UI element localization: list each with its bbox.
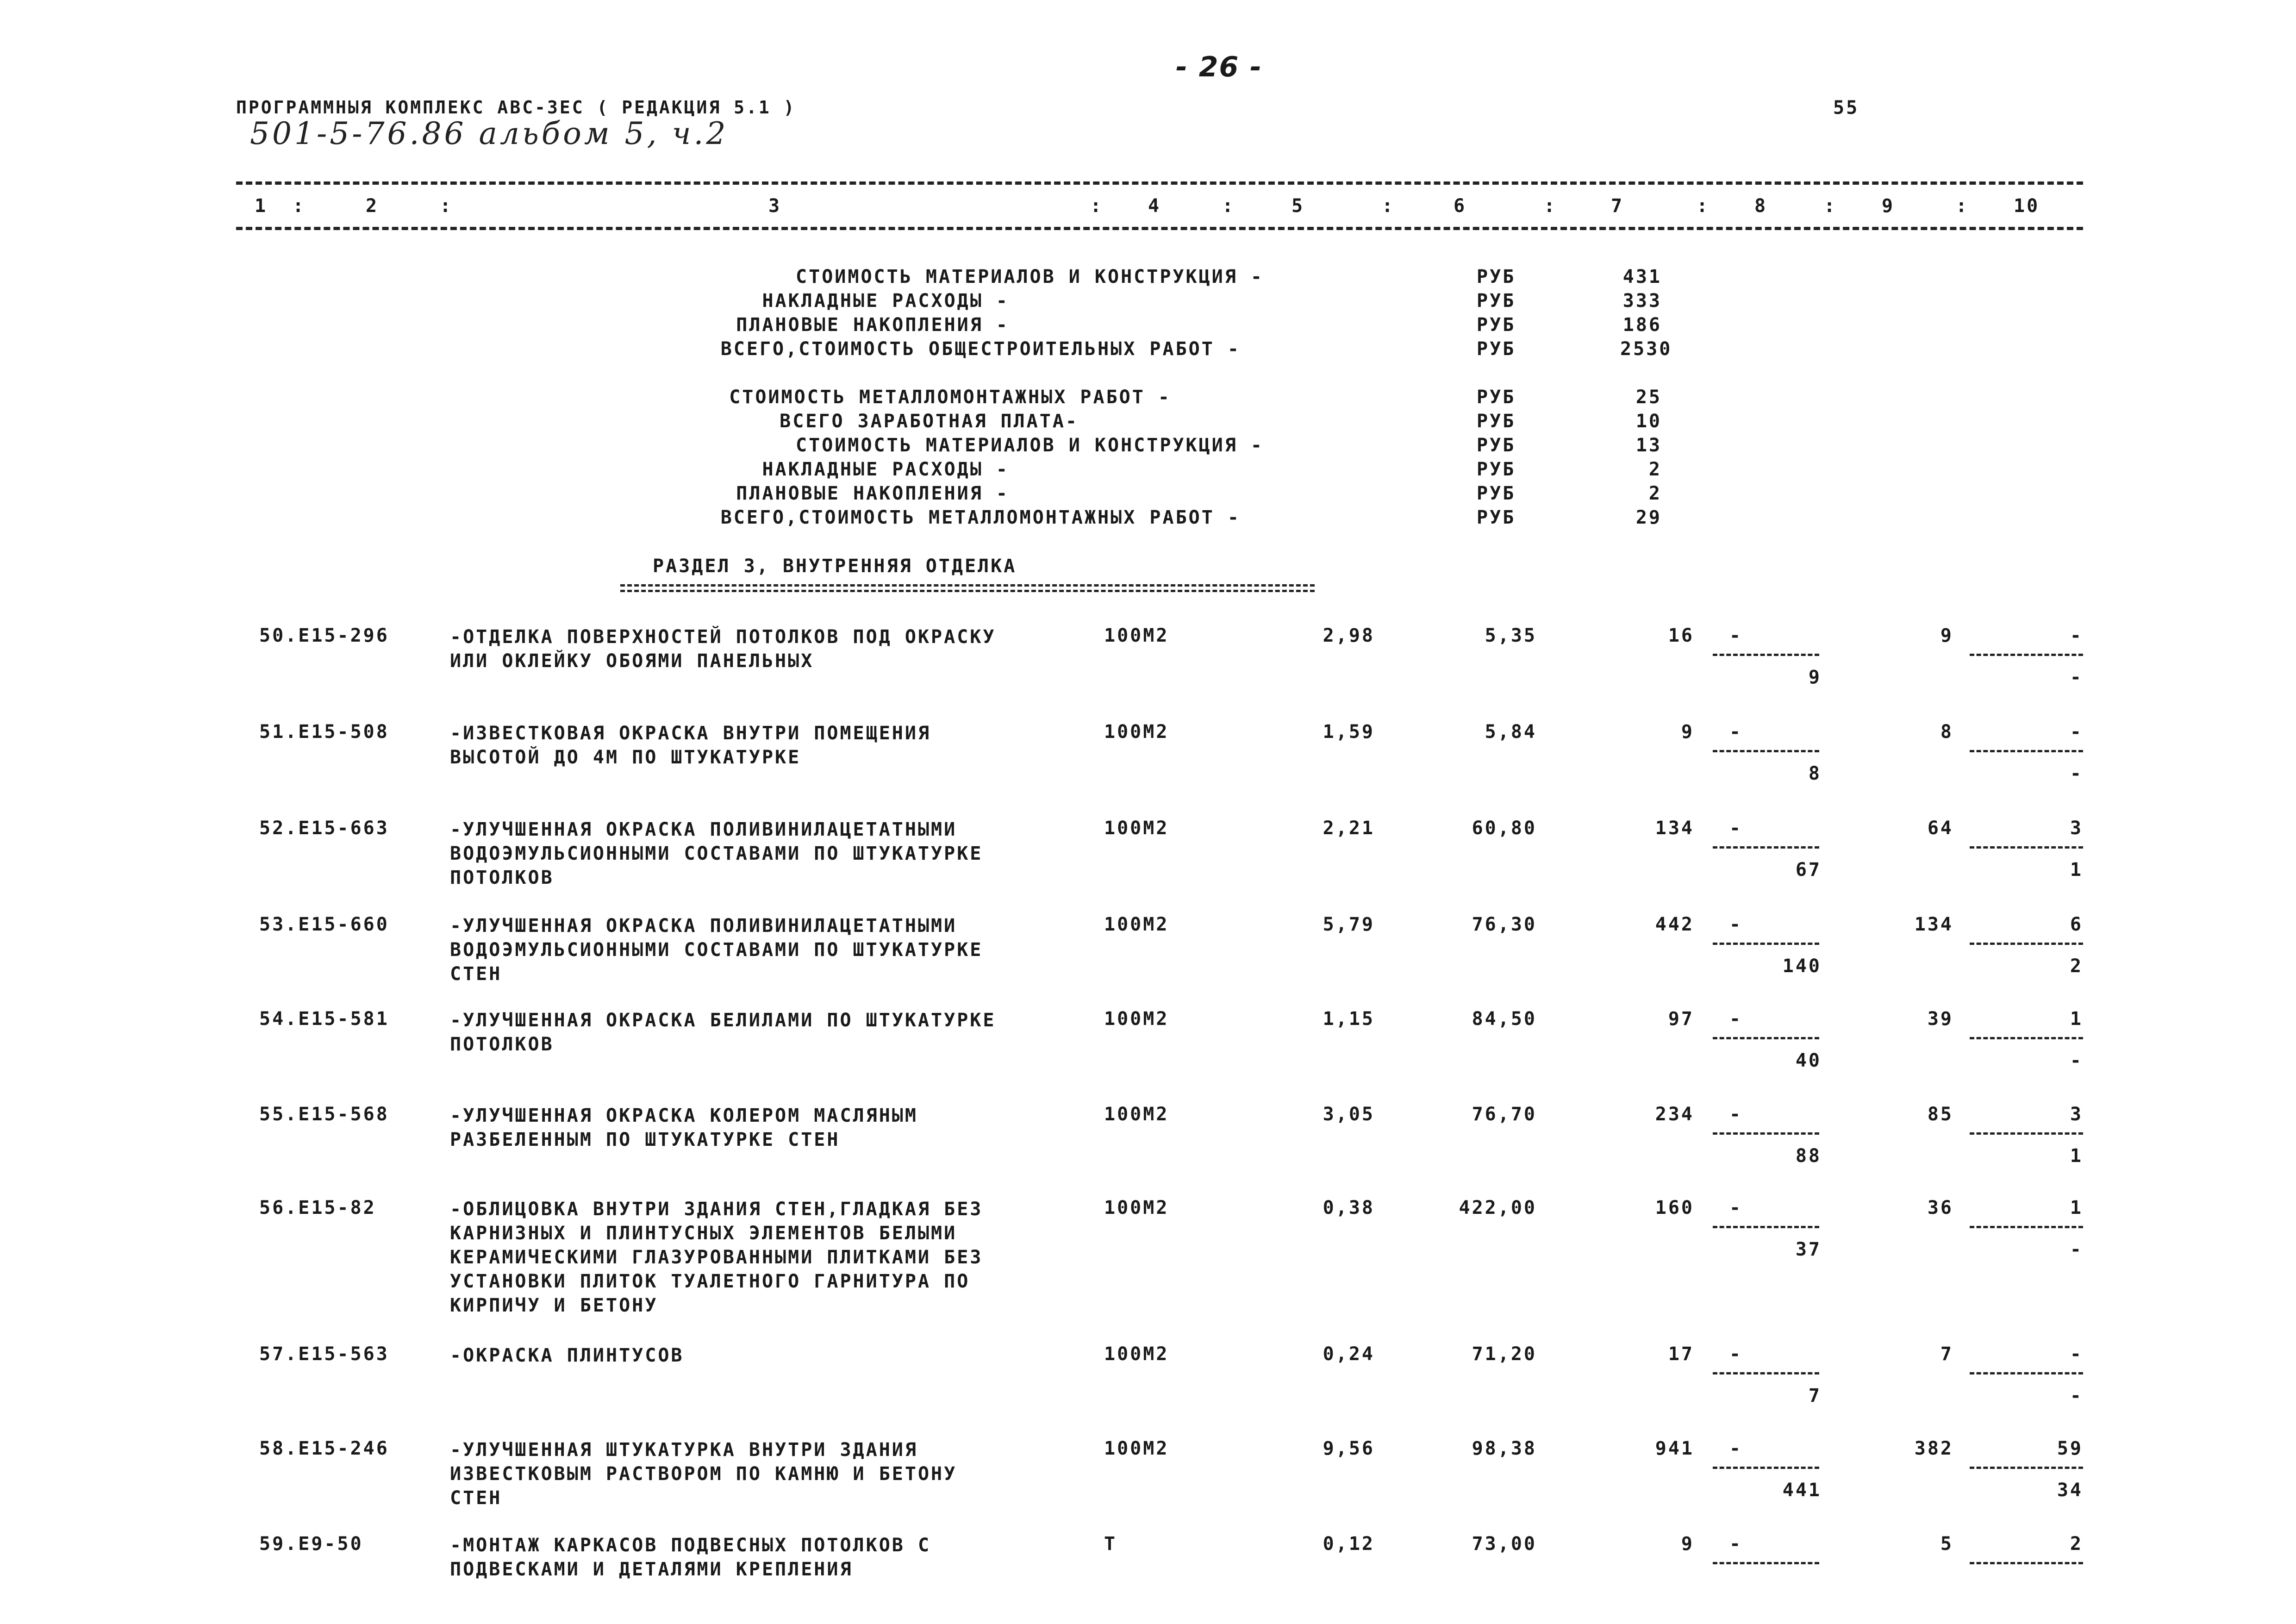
col-separator: : <box>1697 195 1710 217</box>
row-col10-bottom: 1 <box>2070 1145 2083 1167</box>
row-unit-price: 5,35 <box>1485 625 1537 646</box>
row-col10-top: - <box>2070 625 2083 646</box>
row-total-cost: 17 <box>1668 1343 1694 1365</box>
row-code: 58.Е15-246 <box>259 1438 389 1459</box>
row-description-line: -ОКРАСКА ПЛИНТУСОВ <box>450 1345 684 1366</box>
row-col9: 85 <box>1927 1104 1953 1125</box>
summary-label: СТОИМОСТЬ МАТЕРИАЛОВ И КОНСТРУКЦИЯ - <box>796 435 1264 456</box>
summary-label: ВСЕГО ЗАРАБОТНАЯ ПЛАТА- <box>780 411 1079 432</box>
row-col10-rule <box>1970 1372 2083 1374</box>
section-title: РАЗДЕЛ 3, ВНУТРЕННЯЯ ОТДЕЛКА <box>653 556 1017 577</box>
row-total-cost: 134 <box>1655 818 1694 839</box>
summary-value: 186 <box>1622 314 1662 336</box>
row-unit: Т <box>1104 1533 1117 1555</box>
row-col10-bottom: - <box>2070 1385 2083 1406</box>
row-col9: 64 <box>1927 818 1953 839</box>
summary-label: СТОИМОСТЬ МАТЕРИАЛОВ И КОНСТРУКЦИЯ - <box>796 266 1264 287</box>
row-quantity: 0,12 <box>1323 1533 1375 1555</box>
row-description-line: ВЫСОТОЙ ДО 4М ПО ШТУКАТУРКЕ <box>450 747 801 768</box>
row-quantity: 3,05 <box>1323 1104 1375 1125</box>
summary-label: ПЛАНОВЫЕ НАКОПЛЕНИЯ - <box>736 483 1009 504</box>
row-description-line: ИЛИ ОКЛЕЙКУ ОБОЯМИ ПАНЕЛЬНЫХ <box>450 650 814 672</box>
row-col8-bottom: 37 <box>1795 1239 1822 1260</box>
row-col8-rule <box>1713 654 1819 656</box>
row-col10-top: 6 <box>2070 914 2083 935</box>
row-col8-top: - <box>1729 1197 1743 1218</box>
row-description-line: КИРПИЧУ И БЕТОНУ <box>450 1295 658 1316</box>
row-unit-price: 422,00 <box>1459 1197 1537 1218</box>
row-description-line: -МОНТАЖ КАРКАСОВ ПОДВЕСНЫХ ПОТОЛКОВ С <box>450 1535 931 1556</box>
row-total-cost: 234 <box>1655 1104 1694 1125</box>
row-col10-rule <box>1970 1562 2083 1564</box>
row-col10-top: 59 <box>2057 1438 2083 1459</box>
summary-value: 10 <box>1635 411 1662 432</box>
row-col10-rule <box>1970 1132 2083 1135</box>
summary-unit: РУБ <box>1477 411 1516 432</box>
summary-label: ВСЕГО,СТОИМОСТЬ МЕТАЛЛОМОНТАЖНЫХ РАБОТ - <box>720 507 1241 528</box>
col-separator: : <box>1956 195 1969 217</box>
row-col10-top: 1 <box>2070 1197 2083 1218</box>
row-col8-rule <box>1713 1467 1819 1469</box>
row-col9: 9 <box>1940 625 1953 646</box>
row-description-line: -ОТДЕЛКА ПОВЕРХНОСТЕЙ ПОТОЛКОВ ПОД ОКРАСКУ <box>450 626 996 648</box>
row-unit-price: 71,20 <box>1472 1343 1537 1365</box>
program-header: ПРОГРАММНЫЯ КОМПЛЕКС АВС-ЗЕС ( РЕДАКЦИЯ 5.1 ) <box>236 97 796 118</box>
col-header-6: 6 <box>1454 195 1467 217</box>
row-description <box>450 1438 957 1510</box>
row-col10-bottom: 1 <box>2070 859 2083 881</box>
row-unit: 100М2 <box>1104 1343 1169 1365</box>
row-col10-rule <box>1970 750 2083 752</box>
row-col8-top: - <box>1729 1438 1743 1459</box>
row-description-line: ПОТОЛКОВ <box>450 867 554 888</box>
row-code: 56.Е15-82 <box>259 1197 376 1218</box>
summary-value: 431 <box>1622 266 1662 287</box>
col-header-3: 3 <box>768 195 782 217</box>
col-separator: : <box>1544 195 1557 217</box>
row-total-cost: 16 <box>1668 625 1694 646</box>
row-unit-price: 98,38 <box>1472 1438 1537 1459</box>
handwritten-album-note: 501-5-76.86 альбом 5, ч.2 <box>250 116 729 151</box>
table-row <box>0 1104 2296 1196</box>
row-description <box>450 1197 983 1318</box>
table-row <box>0 1438 2296 1530</box>
row-col10-top: 2 <box>2070 1533 2083 1555</box>
col-separator: : <box>1222 195 1235 217</box>
row-description <box>450 1533 931 1581</box>
row-code: 55.Е15-568 <box>259 1104 389 1125</box>
row-col10-top: 3 <box>2070 1104 2083 1125</box>
row-col10-top: 1 <box>2070 1008 2083 1030</box>
table-row <box>0 721 2296 814</box>
row-col8-bottom: 140 <box>1782 956 1822 977</box>
row-total-cost: 941 <box>1655 1438 1694 1459</box>
row-col10-top: 3 <box>2070 818 2083 839</box>
table-row <box>0 625 2296 718</box>
sheet-number: 55 <box>1833 97 1859 119</box>
row-unit-price: 60,80 <box>1472 818 1537 839</box>
summary-unit: РУБ <box>1477 459 1516 480</box>
row-unit: 100М2 <box>1104 1197 1169 1218</box>
row-unit: 100М2 <box>1104 1438 1169 1459</box>
row-code: 50.Е15-296 <box>259 625 389 646</box>
row-description <box>450 1343 684 1368</box>
row-code: 51.Е15-508 <box>259 721 389 743</box>
row-col8-rule <box>1713 1226 1819 1228</box>
row-quantity: 0,38 <box>1323 1197 1375 1218</box>
row-quantity: 1,59 <box>1323 721 1375 743</box>
row-col9: 7 <box>1940 1343 1953 1365</box>
row-col10-rule <box>1970 654 2083 656</box>
row-col8-top: - <box>1729 1533 1743 1555</box>
row-code: 52.Е15-663 <box>259 818 389 839</box>
row-col8-top: - <box>1729 625 1743 646</box>
summary-unit: РУБ <box>1477 338 1516 360</box>
summary-label: НАКЛАДНЫЕ РАСХОДЫ - <box>762 459 1009 480</box>
row-unit: 100М2 <box>1104 1104 1169 1125</box>
summary-value: 333 <box>1622 290 1662 312</box>
row-description-line: -ОБЛИЦОВКА ВНУТРИ ЗДАНИЯ СТЕН,ГЛАДКАЯ БЕЗ <box>450 1199 983 1220</box>
row-description-line: СТЕН <box>450 1487 502 1509</box>
row-code: 54.Е15-581 <box>259 1008 389 1030</box>
row-unit-price: 84,50 <box>1472 1008 1537 1030</box>
summary-value: 29 <box>1635 507 1662 528</box>
row-total-cost: 97 <box>1668 1008 1694 1030</box>
summary-unit: РУБ <box>1477 266 1516 287</box>
summary-label: ПЛАНОВЫЕ НАКОПЛЕНИЯ - <box>736 314 1009 336</box>
row-col8-top: - <box>1729 818 1743 839</box>
row-col9: 134 <box>1914 914 1953 935</box>
header-top-rule <box>236 181 2083 185</box>
row-col10-rule <box>1970 1037 2083 1039</box>
row-total-cost: 442 <box>1655 914 1694 935</box>
row-col8-top: - <box>1729 914 1743 935</box>
table-row <box>0 1533 2296 1603</box>
row-unit: 100М2 <box>1104 818 1169 839</box>
row-quantity: 2,21 <box>1323 818 1375 839</box>
col-header-5: 5 <box>1292 195 1305 217</box>
row-col8-rule <box>1713 846 1819 849</box>
row-description-line: ВОДОЭМУЛЬСИОННЫМИ СОСТАВАМИ ПО ШТУКАТУРКЕ <box>450 843 983 864</box>
row-unit-price: 73,00 <box>1472 1533 1537 1555</box>
row-col8-rule <box>1713 1562 1819 1564</box>
row-col8-bottom: 88 <box>1795 1145 1822 1167</box>
row-total-cost: 9 <box>1681 721 1694 743</box>
row-description-line: СТЕН <box>450 963 502 985</box>
row-col10-rule <box>1970 943 2083 945</box>
col-header-2: 2 <box>366 195 379 217</box>
row-description-line: КЕРАМИЧЕСКИМИ ГЛАЗУРОВАННЫМИ ПЛИТКАМИ БЕЗ <box>450 1247 983 1268</box>
row-description-line: ПОДВЕСКАМИ И ДЕТАЛЯМИ КРЕПЛЕНИЯ <box>450 1559 853 1580</box>
row-quantity: 0,24 <box>1323 1343 1375 1365</box>
section-underline-top <box>620 584 1315 587</box>
summary-label: СТОИМОСТЬ МЕТАЛЛОМОНТАЖНЫХ РАБОТ - <box>729 387 1171 408</box>
row-col9: 5 <box>1940 1533 1953 1555</box>
row-quantity: 1,15 <box>1323 1008 1375 1030</box>
row-unit-price: 76,70 <box>1472 1104 1537 1125</box>
row-description-line: -УЛУЧШЕННАЯ ШТУКАТУРКА ВНУТРИ ЗДАНИЯ <box>450 1439 918 1461</box>
row-col8-rule <box>1713 750 1819 752</box>
col-separator: : <box>293 195 306 217</box>
row-col8-rule <box>1713 943 1819 945</box>
col-header-9: 9 <box>1882 195 1895 217</box>
summary-unit: РУБ <box>1477 387 1516 408</box>
col-header-7: 7 <box>1611 195 1624 217</box>
summary-unit: РУБ <box>1477 507 1516 528</box>
summary-value: 2 <box>1648 483 1662 504</box>
row-col9: 39 <box>1927 1008 1953 1030</box>
row-description-line: ПОТОЛКОВ <box>450 1034 554 1055</box>
row-code: 59.Е9-50 <box>259 1533 363 1555</box>
summary-value: 2 <box>1648 459 1662 480</box>
col-separator: : <box>1824 195 1837 217</box>
row-col8-rule <box>1713 1132 1819 1135</box>
row-description-line: КАРНИЗНЫХ И ПЛИНТУСНЫХ ЭЛЕМЕНТОВ БЕЛЫМИ <box>450 1223 957 1244</box>
row-col8-top: - <box>1729 1343 1743 1365</box>
summary-unit: РУБ <box>1477 435 1516 456</box>
row-description <box>450 721 931 769</box>
page-number: - 26 - <box>1176 51 1263 83</box>
row-description-line: -УЛУЧШЕННАЯ ОКРАСКА ПОЛИВИНИЛАЦЕТАТНЫМИ <box>450 819 957 840</box>
table-row <box>0 914 2296 1006</box>
row-col10-bottom: 34 <box>2057 1480 2083 1501</box>
row-col8-rule <box>1713 1372 1819 1374</box>
col-header-1: 1 <box>255 195 268 217</box>
row-col8-bottom: 9 <box>1808 667 1822 688</box>
row-total-cost: 160 <box>1655 1197 1694 1218</box>
row-col10-bottom: - <box>2070 1050 2083 1071</box>
row-col10-rule <box>1970 1467 2083 1469</box>
row-col8-top: - <box>1729 1104 1743 1125</box>
row-code: 53.Е15-660 <box>259 914 389 935</box>
row-unit-price: 5,84 <box>1485 721 1537 743</box>
row-description <box>450 625 996 673</box>
row-unit: 100М2 <box>1104 1008 1169 1030</box>
summary-unit: РУБ <box>1477 483 1516 504</box>
row-quantity: 9,56 <box>1323 1438 1375 1459</box>
row-description-line: -УЛУЧШЕННАЯ ОКРАСКА КОЛЕРОМ МАСЛЯНЫМ <box>450 1105 918 1126</box>
row-code: 57.Е15-563 <box>259 1343 389 1365</box>
row-description <box>450 818 983 890</box>
summary-label: ВСЕГО,СТОИМОСТЬ ОБЩЕСТРОИТЕЛЬНЫХ РАБОТ - <box>720 338 1241 360</box>
table-row <box>0 1343 2296 1436</box>
row-col10-bottom: - <box>2070 763 2083 784</box>
row-description-line: УСТАНОВКИ ПЛИТОК ТУАЛЕТНОГО ГАРНИТУРА ПО <box>450 1271 970 1292</box>
row-col8-rule <box>1713 1037 1819 1039</box>
row-description-line: -УЛУЧШЕННАЯ ОКРАСКА ПОЛИВИНИЛАЦЕТАТНЫМИ <box>450 915 957 937</box>
row-description-line: -УЛУЧШЕННАЯ ОКРАСКА БЕЛИЛАМИ ПО ШТУКАТУРКЕ <box>450 1010 996 1031</box>
row-col10-bottom: - <box>2070 1239 2083 1260</box>
row-quantity: 5,79 <box>1323 914 1375 935</box>
col-header-10: 10 <box>2014 195 2040 217</box>
summary-label: НАКЛАДНЫЕ РАСХОДЫ - <box>762 290 1009 312</box>
row-col10-rule <box>1970 846 2083 849</box>
row-col9: 8 <box>1940 721 1953 743</box>
row-col8-bottom: 40 <box>1795 1050 1822 1071</box>
summary-unit: РУБ <box>1477 290 1516 312</box>
table-row <box>0 1008 2296 1101</box>
table-row <box>0 818 2296 910</box>
row-description-line: ВОДОЭМУЛЬСИОННЫМИ СОСТАВАМИ ПО ШТУКАТУРКЕ <box>450 939 983 961</box>
summary-value: 13 <box>1635 435 1662 456</box>
header-bottom-rule <box>236 227 2083 230</box>
row-col10-rule <box>1970 1226 2083 1228</box>
section-underline-bottom <box>620 590 1315 592</box>
row-col10-bottom: - <box>2070 667 2083 688</box>
row-col8-bottom: 8 <box>1808 763 1822 784</box>
row-col8-bottom: 441 <box>1782 1480 1822 1501</box>
row-unit: 100М2 <box>1104 625 1169 646</box>
row-total-cost: 9 <box>1681 1533 1694 1555</box>
col-header-8: 8 <box>1754 195 1768 217</box>
col-header-4: 4 <box>1148 195 1161 217</box>
row-unit: 100М2 <box>1104 914 1169 935</box>
row-col8-bottom: 67 <box>1795 859 1822 881</box>
row-description-line: ИЗВЕСТКОВЫМ РАСТВОРОМ ПО КАМНЮ И БЕТОНУ <box>450 1463 957 1485</box>
summary-value: 25 <box>1635 387 1662 408</box>
row-description <box>450 1008 996 1056</box>
row-col10-bottom: 2 <box>2070 956 2083 977</box>
row-description-line: -ИЗВЕСТКОВАЯ ОКРАСКА ВНУТРИ ПОМЕЩЕНИЯ <box>450 723 931 744</box>
col-separator: : <box>1090 195 1104 217</box>
row-quantity: 2,98 <box>1323 625 1375 646</box>
row-col8-bottom: 7 <box>1808 1385 1822 1406</box>
row-description-line: РАЗБЕЛЕННЫМ ПО ШТУКАТУРКЕ СТЕН <box>450 1129 840 1150</box>
row-col8-top: - <box>1729 721 1743 743</box>
row-description <box>450 1104 918 1152</box>
row-unit-price: 76,30 <box>1472 914 1537 935</box>
col-separator: : <box>440 195 453 217</box>
summary-unit: РУБ <box>1477 314 1516 336</box>
row-description <box>450 914 983 986</box>
row-col10-top: - <box>2070 721 2083 743</box>
row-col8-top: - <box>1729 1008 1743 1030</box>
row-col9: 36 <box>1927 1197 1953 1218</box>
row-unit: 100М2 <box>1104 721 1169 743</box>
row-col10-top: - <box>2070 1343 2083 1365</box>
table-row <box>0 1197 2296 1336</box>
summary-value: 2530 <box>1620 338 1672 360</box>
row-col9: 382 <box>1914 1438 1953 1459</box>
col-separator: : <box>1382 195 1395 217</box>
